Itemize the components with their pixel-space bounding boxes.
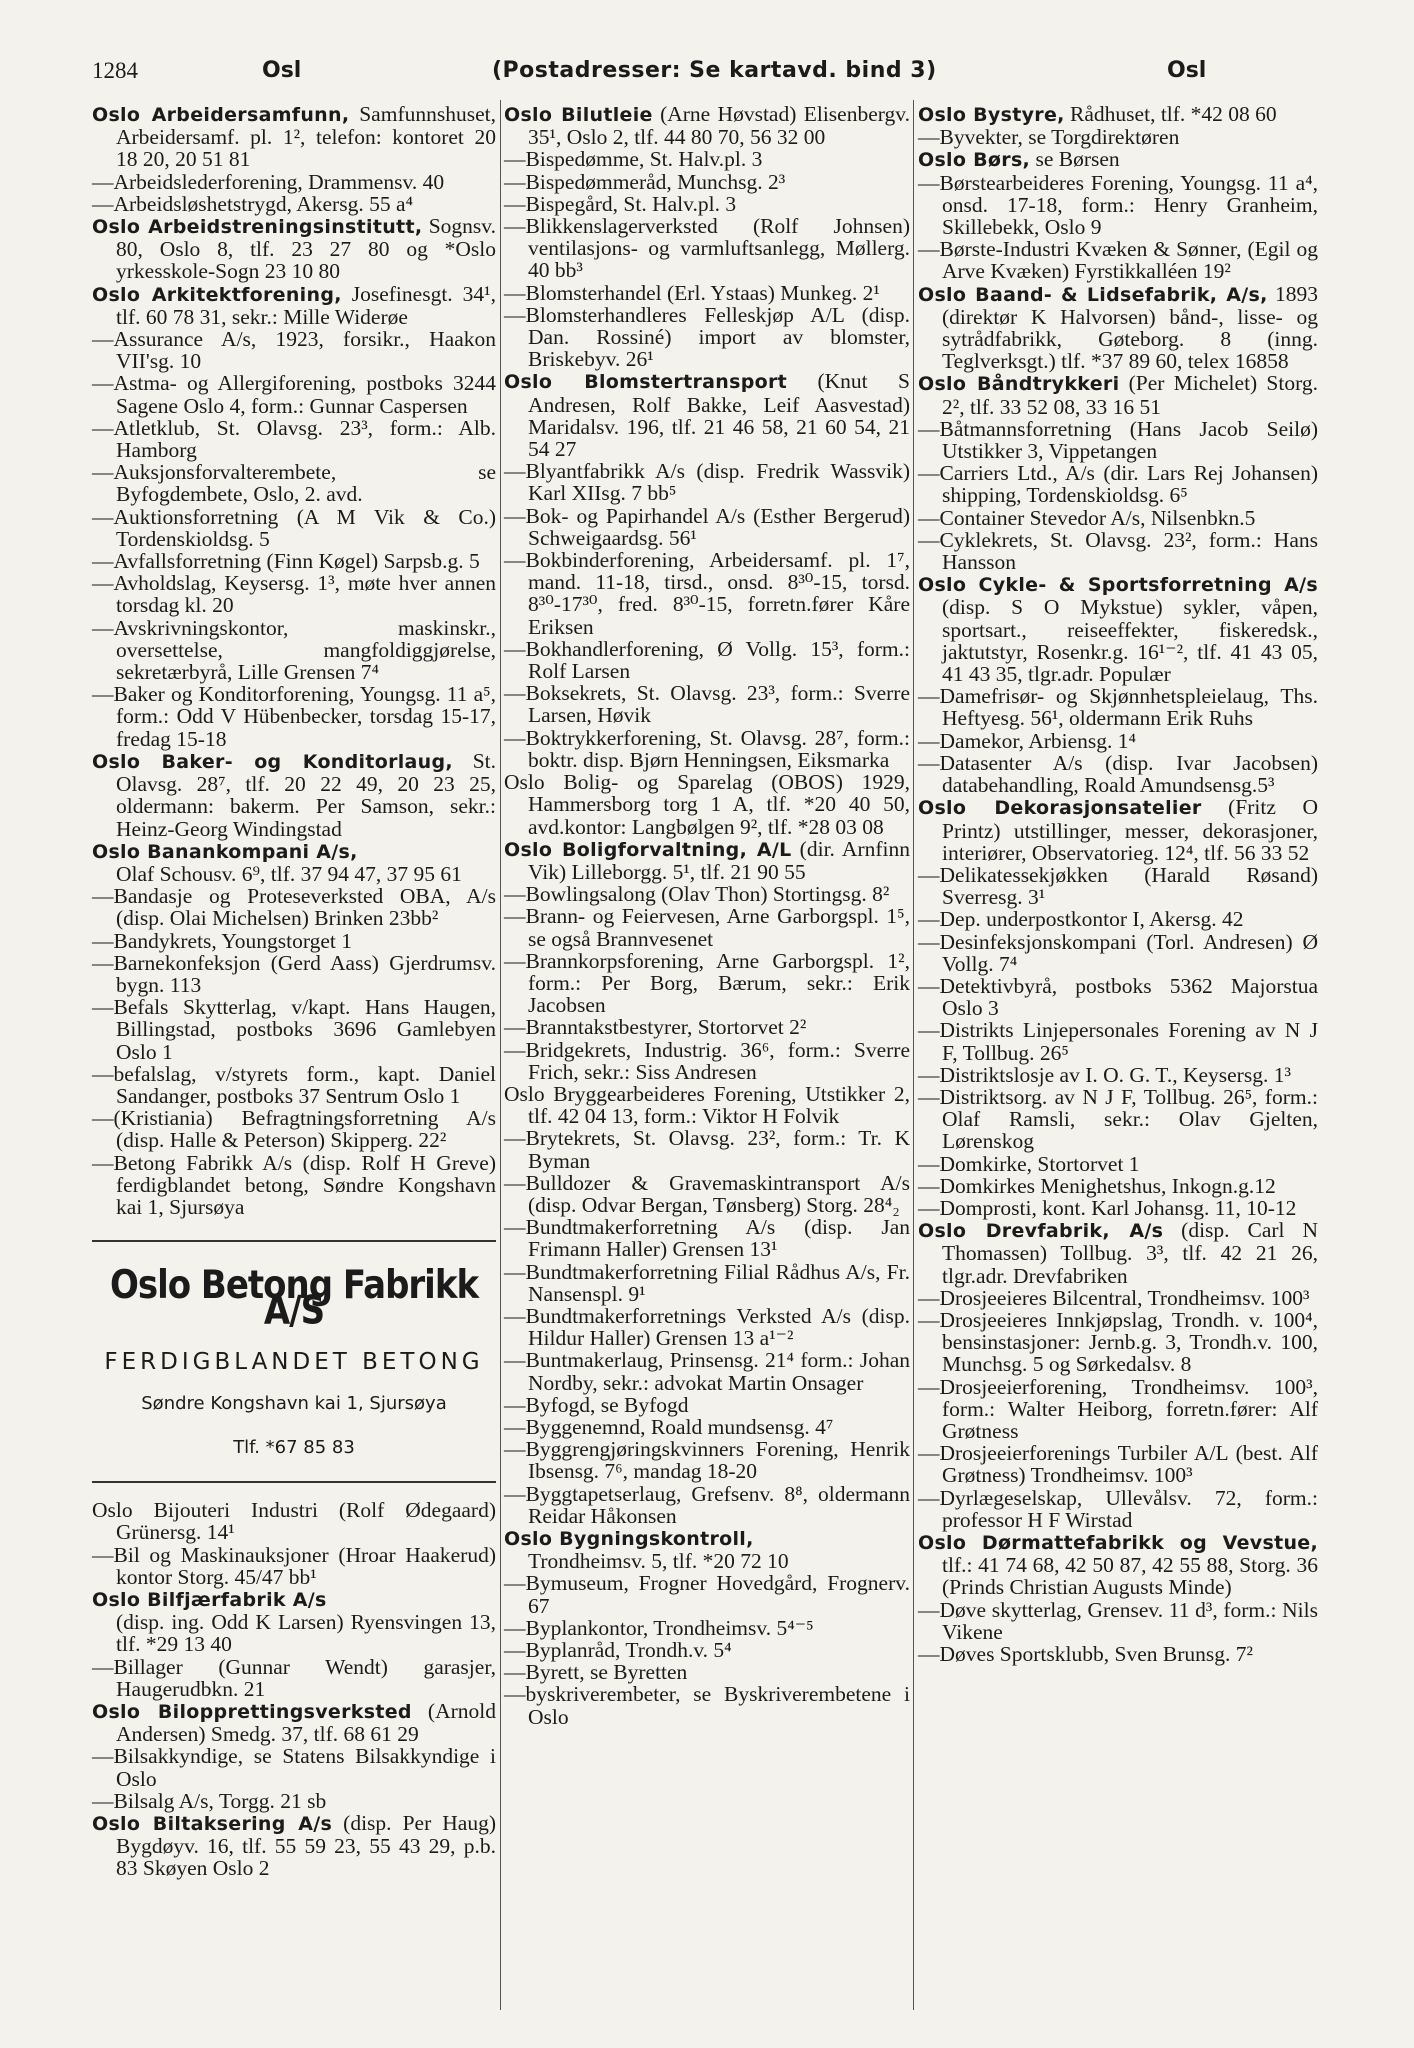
entry-details: —Drosjeeieres Innkjøpslag, Trondh. v. 100⁴, bensinstasjoner: Jernb.g. 3, Trondh.v. 100, Munchsg. 5 og Sørkedalsv. 8: [918, 1307, 1318, 1377]
directory-entry: [92, 1790, 496, 1812]
entry-details: —Barnekonfeksjon (Gerd Aass) Gjerdrumsv. bygn. 113: [92, 950, 496, 997]
directory-entry: [918, 529, 1318, 573]
directory-entry: [918, 1599, 1318, 1643]
directory-entry: [504, 370, 910, 460]
entry-details: —Betong Fabrikk A/s (disp. Rolf H Greve) ferdigblandet betong, Søndre Kongshavn kai 1, Sjursøya: [92, 1150, 496, 1219]
entry-details: —Bispedømmeråd, Munchsg. 2³: [504, 169, 786, 194]
directory-entry: [92, 1588, 496, 1656]
entry-details: —Branntakstbestyrer, Stortorvet 2²: [504, 1015, 807, 1040]
entry-details: —Damekor, Arbiensg. 1⁴: [918, 728, 1137, 753]
directory-entry: [918, 1175, 1318, 1197]
entry-details: —Byfogd, se Byfogd: [504, 1392, 689, 1417]
directory-entry: [504, 171, 910, 193]
directory-entry: [504, 1349, 910, 1393]
directory-entry: [92, 1812, 496, 1880]
entry-details: —Byggtapetserlaug, Grefsenv. 8⁸, oldermann Reidar Håkonsen: [504, 1481, 910, 1528]
directory-entry: [918, 462, 1318, 506]
entry-details: (disp. ing. Odd K Larsen) Ryensvingen 13, tlf. *29 13 40: [116, 1610, 496, 1657]
directory-entry: [504, 1016, 910, 1038]
entry-name: Oslo Biltaksering A/s: [92, 1813, 333, 1836]
entry-details: —Blomsterhandleres Felleskjøp A/L (disp. Dan. Rossiné) import av blomster, Briskebyv. 26¹: [504, 302, 910, 372]
entry-details: (dir. Arnfinn Vik) Lilleborgg. 5¹, tlf. 21 90 55: [528, 836, 910, 884]
directory-entry: [504, 771, 910, 838]
directory-entry: [504, 1572, 910, 1616]
entry-details: —Avskrivningskontor, maskinskr., oversettelse, mangfoldiggjørelse, sekretærbyrå, Lille Grensen 7⁴: [92, 615, 496, 685]
running-head-right: Osl: [1167, 58, 1207, 83]
directory-entry: [92, 372, 496, 416]
ad-logo: Oslo Betong Fabrikk A/S: [109, 1262, 479, 1335]
directory-entry: [92, 1700, 496, 1745]
entry-details: —byskriverembeter, se Byskriverembetene i Oslo: [504, 1682, 910, 1729]
page-number: 1284: [92, 58, 138, 83]
directory-entry: [504, 1172, 910, 1216]
entry-details: —Damefrisør- og Skjønnhetspleielaug, Ths. Heftyesg. 56¹, oldermann Erik Ruhs: [918, 684, 1318, 731]
directory-entry: [92, 996, 496, 1063]
entry-details: —Detektivbyrå, postboks 5362 Majorstua Oslo 3: [918, 973, 1318, 1021]
entry-details: —Bilsakkyndige, se Statens Bilsakkyndige i Oslo: [92, 1744, 496, 1791]
directory-entry: [504, 1305, 910, 1349]
entry-details: —Distriktsorg. av N J F, Tollbug. 26⁵, form.: Olaf Ramsli, sekr.: Olav Gjelten, Lørenskog: [918, 1084, 1318, 1154]
entry-details: —Drosjeeieres Bilcentral, Trondheimsv. 100³: [918, 1285, 1310, 1310]
entry-details: —Byvekter, se Torgdirektøren: [918, 125, 1180, 150]
directory-entry: [92, 103, 496, 171]
entry-name: Oslo Boligforvaltning, A/L: [504, 838, 792, 861]
directory-entry: [92, 171, 496, 193]
entry-details: —Bridgekrets, Industrig. 36⁶, form.: Sverre Frich, sekr.: Siss Andresen: [504, 1037, 910, 1084]
entry-details: Josefinesgt. 34¹, tlf. 60 78 31, sekr.: Mille Widerøe: [116, 281, 496, 329]
entry-details: (Arne Høvstad) Elisenbergv. 35¹, Oslo 2, tlf. 44 80 70, 56 32 00: [528, 102, 910, 150]
directory-entry: [504, 282, 910, 304]
entry-details: —Bil og Maskinauksjoner (Hroar Haakerud) kontor Storg. 45/47 bb¹: [92, 1542, 496, 1589]
entry-details: Sognsv. 80, Oslo 8, tlf. 23 27 80 og *Oslo yrkesskole-Sogn 23 10 80: [116, 214, 496, 284]
entry-details: —Cyklekrets, St. Olavsg. 23², form.: Hans Hansson: [918, 527, 1318, 575]
entry-details: —Brannkorpsforening, Arne Garborgspl. 1², form.: Per Borg, Bærum, sekr.: Erik Jacobsen: [504, 948, 910, 1018]
entry-details: —Auktionsforretning (A M Vik & Co.) Tordenskioldsg. 5: [92, 504, 496, 551]
entry-details: —Byggenemnd, Roald mundsensg. 4⁷: [504, 1414, 834, 1439]
directory-entry: [504, 1416, 910, 1438]
entry-details: —(Kristiania) Befragtningsforretning A/s (disp. Halle & Peterson) Skipperg. 22²: [92, 1106, 496, 1153]
directory-entry: [918, 1487, 1318, 1531]
entry-name: Oslo Båndtrykkeri: [918, 373, 1120, 396]
entry-details: —Bowlingsalong (Olav Thon) Stortingsg. 8²: [504, 882, 890, 907]
directory-entry: [504, 1527, 910, 1572]
directory-entry: [92, 617, 496, 684]
directory-entry: [92, 461, 496, 505]
directory-entry: [92, 750, 496, 840]
ad-tagline: FERDIGBLANDET BETONG: [104, 1348, 484, 1375]
directory-entry: [918, 238, 1318, 282]
entry-details: —Bulldozer & Gravemaskintransport A/s (disp. Odvar Bergan, Tønsberg) Storg. 28⁴₂: [504, 1170, 910, 1217]
directory-entry: [918, 103, 1318, 126]
entry-details: St. Olavsg. 28⁷, tlf. 20 22 49, 20 23 25, oldermann: bakerm. Per Samson, sekr.: Heinz-Georg Windingstad: [116, 748, 497, 841]
entry-details: —Astma- og Allergiforening, postboks 3244 Sagene Oslo 4, form.: Gunnar Caspersen: [92, 371, 496, 418]
entry-details: —Delikatessekjøkken (Harald Røsand) Sverresg. 3¹: [918, 862, 1318, 910]
entry-name: Oslo Bygningskontroll,: [504, 1528, 754, 1550]
entry-details: —Assurance A/s, 1923, forsikr., Haakon VII'sg. 10: [92, 327, 496, 374]
entry-details: —Blomsterhandel (Erl. Ystaas) Munkeg. 2¹: [504, 280, 880, 305]
directory-entry: [504, 682, 910, 726]
entry-name: Oslo Bystyre,: [918, 104, 1065, 126]
column-1: [92, 103, 496, 2028]
advertisement: [92, 1240, 496, 1483]
entry-details: (Fritz O Printz) utstillinger, messer, dekorasjoner, interiører, Observatorieg. 12⁴, tlf. 56 33 52: [942, 795, 1319, 865]
entry-name: Oslo Cykle- & Sportsforretning A/s: [918, 574, 1318, 597]
directory-entry: [918, 752, 1318, 796]
entry-details: —Bispegård, St. Halv.pl. 3: [504, 191, 737, 216]
entry-details: —Bok- og Papirhandel A/s (Esther Bergerud) Schweigaardsg. 56¹: [504, 503, 910, 550]
directory-entry: [504, 304, 910, 371]
entry-name: Oslo Blomstertransport: [504, 371, 788, 394]
entry-details: Rådhuset, tlf. *42 08 60: [1064, 102, 1277, 126]
directory-entry: [504, 727, 910, 771]
column-2: [504, 103, 910, 2028]
entry-details: —Buntmakerlaug, Prinsensg. 21⁴ form.: Johan Nordby, sekr.: advokat Martin Onsager: [504, 1348, 910, 1395]
entry-details: —Bokbinderforening, Arbeidersamf. pl. 1⁷, mand. 11-18, tirsd., onsd. 8³⁰-15, torsd. 8³⁰-17³⁰, fred. 8³⁰-15, forretn.fører Kåre Eriksen: [504, 548, 910, 639]
directory-entry: [918, 1442, 1318, 1486]
directory-entry: [918, 1219, 1318, 1287]
directory-entry: [92, 930, 496, 952]
directory-entry: [918, 172, 1318, 239]
entry-details: (disp. Carl N Thomassen) Tollbug. 3³, tlf. 42 21 26, tlgr.adr. Drevfabriken: [942, 1218, 1319, 1288]
directory-entry: [918, 1064, 1318, 1086]
entry-details: (Knut S Andresen, Rolf Bakke, Leif Aasvestad) Maridalsv. 196, tlf. 21 46 58, 21 60 54, 21 54 27: [528, 369, 910, 462]
entry-details: —Auksjonsforvalterembete, se Byfogdembete, Oslo, 2. avd.: [92, 460, 496, 507]
entry-details: —Domkirkes Menighetshus, Inkogn.g.12: [918, 1173, 1276, 1198]
directory-entry: [504, 1683, 910, 1727]
entry-details: —Avholdslag, Keysersg. 1³, møte hver annen torsdag kl. 20: [92, 571, 496, 618]
directory-entry: [918, 418, 1318, 462]
entry-details: se Børsen: [1030, 147, 1120, 172]
entry-details: Trondheimsv. 5, tlf. *20 72 10: [528, 1549, 789, 1574]
directory-entry: [918, 1643, 1318, 1665]
directory-entry: [918, 1153, 1318, 1175]
directory-entry: [504, 505, 910, 549]
directory-entry: [504, 905, 910, 949]
entry-name: Oslo Dørmattefabrikk og Vevstue,: [918, 1532, 1318, 1554]
directory-entry: [918, 1531, 1318, 1599]
entry-details: —Domprosti, kont. Karl Johansg. 11, 10-12: [918, 1195, 1297, 1220]
entry-name: Oslo Drevfabrik, A/s: [918, 1220, 1164, 1243]
entry-details: —Container Stevedor A/s, Nilsenbkn.5: [918, 505, 1256, 530]
directory-entry: [504, 838, 910, 883]
directory-entry: [918, 1086, 1318, 1153]
directory-entry: [918, 148, 1318, 171]
entry-details: —Desinfeksjonskompani (Torl. Andresen) Ø Vollg. 7⁴: [918, 929, 1318, 976]
entry-details: —Arbeidsløshetstrygd, Akersg. 55 a⁴: [92, 191, 413, 216]
entry-details: (Arnold Andersen) Smedg. 37, tlf. 68 61 29: [116, 1699, 496, 1747]
directory-entry: [504, 1261, 910, 1305]
entry-details: —Bilsalg A/s, Torgg. 21 sb: [92, 1788, 327, 1813]
directory-entry: [918, 796, 1318, 864]
directory-entry: [92, 1063, 496, 1107]
directory-entry: [918, 283, 1318, 373]
entry-details: —Døves Sportsklubb, Sven Brunsg. 7²: [918, 1642, 1253, 1667]
entry-details: —Drosjeeierforenings Turbiler A/L (best. Alf Grøtness) Trondheimsv. 100³: [918, 1441, 1318, 1488]
directory-entry: [918, 1019, 1318, 1063]
directory-entry: [918, 507, 1318, 529]
entry-name: Oslo Dekorasjonsatelier: [918, 797, 1202, 820]
entry-details: Oslo Bryggearbeideres Forening, Utstikker 2, tlf. 42 04 13, form.: Viktor H Folvik: [504, 1081, 910, 1129]
directory-entry: [504, 1661, 910, 1683]
directory-entry: [918, 573, 1318, 685]
entry-details: tlf.: 41 74 68, 42 50 87, 42 55 88, Storg. 36 (Prinds Christian Augusts Minde): [942, 1553, 1318, 1600]
directory-entry: [504, 549, 910, 638]
entry-details: —Bundtmakerforretning A/s (disp. Jan Frimann Haller) Grensen 13¹: [504, 1215, 910, 1262]
entry-name: Oslo Baand- & Lidsefabrik, A/s,: [918, 283, 1268, 306]
running-head-left: Osl: [262, 58, 302, 83]
directory-entry: [504, 1083, 910, 1127]
entry-details: —Børstearbeideres Forening, Youngsg. 11 a⁴, onsd. 17-18, form.: Henry Granheim, Skillebekk, Oslo 9: [918, 170, 1318, 240]
entry-details: —Bymuseum, Frogner Hovedgård, Frognerv. 67: [504, 1571, 910, 1618]
entry-details: —Dep. underpostkontor I, Akersg. 42: [918, 907, 1244, 932]
directory-entry: [92, 683, 496, 750]
column-divider: [500, 100, 501, 2010]
column-3: [918, 103, 1318, 2028]
entry-details: —Børste-Industri Kvæken & Sønner, (Egil og Arve Kvæken) Fyrstikkalléen 19²: [918, 237, 1318, 284]
entry-details: —Baker og Konditorforening, Youngsg. 11 a⁵, form.: Odd V Hübenbecker, torsdag 15-17, fredag 15-18: [92, 682, 496, 751]
entry-details: —Boktrykkerforening, St. Olavsg. 28⁷, form.: boktr. disp. Bjørn Henningsen, Eiksmarka: [504, 725, 910, 772]
entry-details: (Per Michelet) Storg. 2², tlf. 33 52 08, 33 16 51: [942, 371, 1318, 419]
directory-entry: [92, 1499, 496, 1543]
directory-entry: [504, 148, 910, 170]
directory-entry: [92, 1152, 496, 1219]
directory-entry: [92, 328, 496, 372]
entry-details: —Byplanråd, Trondh.v. 5⁴: [504, 1638, 732, 1663]
directory-entry: [92, 885, 496, 929]
directory-entry: [504, 103, 910, 148]
directory-entry: [918, 1197, 1318, 1219]
directory-entry: [92, 1107, 496, 1151]
directory-entry: [504, 1216, 910, 1260]
entry-name: Oslo Arbeidstreningsinstitutt,: [92, 216, 423, 239]
directory-entry: [504, 1639, 910, 1661]
entry-details: —Bandykrets, Youngstorget 1: [92, 928, 353, 953]
entry-details: —Bispedømme, St. Halv.pl. 3: [504, 147, 763, 172]
directory-entry: [918, 908, 1318, 930]
entry-details: —Bundtmakerforretning Filial Rådhus A/s, Fr. Nansenspl. 9¹: [504, 1259, 910, 1306]
entry-details: —Dyrlægeselskap, Ullevålsv. 72, form.: professor H F Wirstad: [918, 1485, 1318, 1532]
entry-details: (disp. S O Mykstue) sykler, våpen, sportsart., reiseeffekter, fiskeredsk., jaktutstyr, Rosenkr.g. 16¹⁻², tlf. 41 43 05, 41 43 35, tlgr.adr. Populær: [942, 595, 1318, 687]
directory-entry: [918, 1309, 1318, 1376]
entry-name: Oslo Bilopprettingsverksted: [92, 1701, 412, 1723]
running-head-center: (Postadresser: Se kartavd. bind 3): [492, 58, 937, 83]
entry-details: —Båtmannsforretning (Hans Jacob Seilø) Utstikker 3, Vippetangen: [918, 416, 1318, 464]
entry-details: Samfunnshuset, Arbeidersamf. pl. 1², telefon: kontoret 20 18 20, 20 51 81: [116, 102, 496, 172]
directory-entry: [504, 215, 910, 282]
directory-entry: [92, 952, 496, 996]
entry-details: (disp. Per Haug) Bygdøyv. 16, tlf. 55 59 23, 55 43 29, p.b. 83 Skøyen Oslo 2: [116, 1811, 497, 1881]
entry-details: —Bundtmakerforretnings Verksted A/s (disp. Hildur Haller) Grensen 13 a¹⁻²: [504, 1303, 910, 1351]
page-header: [92, 58, 1317, 94]
ad-phone: Tlf. *67 85 83: [233, 1436, 355, 1458]
entry-name: Oslo Børs,: [918, 149, 1031, 172]
entry-name: Oslo Banankompani A/s,: [92, 840, 358, 863]
entry-details: —Datasenter A/s (disp. Ivar Jacobsen) databehandling, Roald Amundsensg.5³: [918, 750, 1318, 798]
entry-name: Oslo Bilfjærfabrik A/s: [92, 1588, 327, 1611]
entry-details: —Domkirke, Stortorvet 1: [918, 1151, 1140, 1176]
directory-entry: [92, 1544, 496, 1588]
entry-details: —Drosjeeierforening, Trondheimsv. 100³, form.: Walter Heiborg, forretn.fører: Alf Grøtness: [918, 1374, 1318, 1443]
ad-address: Søndre Kongshavn kai 1, Sjursøya: [141, 1392, 447, 1414]
directory-entry: [92, 550, 496, 572]
directory-entry: [504, 950, 910, 1017]
entry-details: —Brytekrets, St. Olavsg. 23², form.: Tr. K Byman: [504, 1126, 910, 1173]
directory-entry: [92, 840, 496, 885]
directory-entry: [918, 1376, 1318, 1443]
entry-details: Oslo Bolig- og Sparelag (OBOS) 1929, Hammersborg torg 1 A, tlf. *20 40 50, avd.kontor: Langbølgen 9², tlf. *28 03 08: [504, 770, 910, 839]
entry-details: —Billager (Gunnar Wendt) garasjer, Haugerudbkn. 21: [92, 1654, 496, 1701]
directory-entry: [918, 1287, 1318, 1309]
entry-details: —Atletklub, St. Olavsg. 23³, form.: Alb. Hamborg: [92, 415, 496, 463]
entry-details: —Distriktslosje av I. O. G. T., Keysersg. 1³: [918, 1062, 1291, 1087]
entry-details: —Bandasje og Proteseverksted OBA, A/s (disp. Olai Michelsen) Brinken 23bb²: [92, 884, 496, 931]
directory-entry: [504, 1438, 910, 1482]
entry-details: —Avfallsforretning (Finn Køgel) Sarpsb.g. 5: [92, 549, 480, 574]
entry-details: Olaf Schousv. 6⁹, tlf. 37 94 47, 37 95 61: [116, 861, 462, 886]
directory-entry: [918, 372, 1318, 417]
directory-entry: [92, 572, 496, 616]
directory-entry: [92, 506, 496, 550]
entry-name: Oslo Bilutleie: [504, 104, 653, 126]
entry-name: Oslo Baker- og Konditorlaug,: [92, 750, 453, 773]
entry-name: Oslo Arkitektforening,: [92, 283, 342, 306]
directory-entry: [918, 730, 1318, 752]
directory-entry: [918, 685, 1318, 729]
entry-details: —Bokhandlerforening, Ø Vollg. 15³, form.: Rolf Larsen: [504, 636, 910, 684]
entry-details: —Byggrengjøringskvinners Forening, Henrik Ibsensg. 7⁶, mandag 18-20: [504, 1437, 910, 1484]
entry-details: —Distrikts Linjepersonales Forening av N J F, Tollbug. 26⁵: [918, 1018, 1318, 1065]
entry-details: —Byplankontor, Trondheimsv. 5⁴⁻⁵: [504, 1615, 814, 1640]
entry-details: —Boksekrets, St. Olavsg. 23³, form.: Sverre Larsen, Høvik: [504, 681, 910, 728]
entry-details: —Brann- og Feiervesen, Arne Garborgspl. 1⁵, se også Brannvesenet: [504, 904, 910, 951]
entry-details: —Blyantfabrikk A/s (disp. Fredrik Wassvik) Karl XIIsg. 7 bb⁵: [504, 459, 910, 506]
entry-details: —Arbeidslederforening, Drammensv. 40: [92, 169, 445, 194]
directory-entry: [918, 931, 1318, 975]
directory-entry: [92, 1745, 496, 1789]
directory-entry: [92, 1656, 496, 1700]
directory-entry: [92, 215, 496, 283]
directory-entry: [918, 975, 1318, 1019]
entry-details: —Blikkenslagerverksted (Rolf Johnsen) ventilasjons- og varmluftsanlegg, Møllerg. 40 bb³: [504, 214, 910, 283]
directory-entry: [918, 126, 1318, 148]
entry-details: —befalslag, v/styrets form., kapt. Daniel Sandanger, postboks 37 Sentrum Oslo 1: [92, 1061, 496, 1108]
directory-entry: [504, 1394, 910, 1416]
directory-entry: [504, 1617, 910, 1639]
entry-details: —Byrett, se Byretten: [504, 1660, 688, 1685]
directory-entry: [504, 883, 910, 905]
directory-entry: [504, 193, 910, 215]
directory-entry: [92, 417, 496, 461]
entry-details: —Carriers Ltd., A/s (dir. Lars Rej Johansen) shipping, Tordenskioldsg. 6⁵: [918, 461, 1318, 508]
entry-details: —Befals Skytterlag, v/kapt. Hans Haugen, Billingstad, postboks 3696 Gamlebyen Oslo 1: [92, 995, 496, 1064]
directory-entry: [504, 638, 910, 682]
directory-entry: [504, 1039, 910, 1083]
entry-name: Oslo Arbeidersamfunn,: [92, 104, 350, 126]
directory-entry: [918, 864, 1318, 908]
entry-details: 1893 (direktør K Halvorsen) bånd-, lisse- og sytrådfabrikk, Gøteborg. 8 (inng. Teglverksgt.) tlf. *37 89 60, telex 16858: [942, 281, 1318, 374]
column-divider: [913, 100, 914, 2010]
entry-details: Oslo Bijouteri Industri (Rolf Ødegaard) Grünersg. 14¹: [92, 1498, 496, 1545]
entry-details: —Døve skytterlag, Grensev. 11 d³, form.: Nils Vikene: [918, 1597, 1318, 1644]
directory-entry: [92, 283, 496, 328]
directory-entry: [92, 193, 496, 215]
directory-entry: [504, 1483, 910, 1527]
directory-entry: [504, 460, 910, 504]
directory-entry: [504, 1127, 910, 1171]
